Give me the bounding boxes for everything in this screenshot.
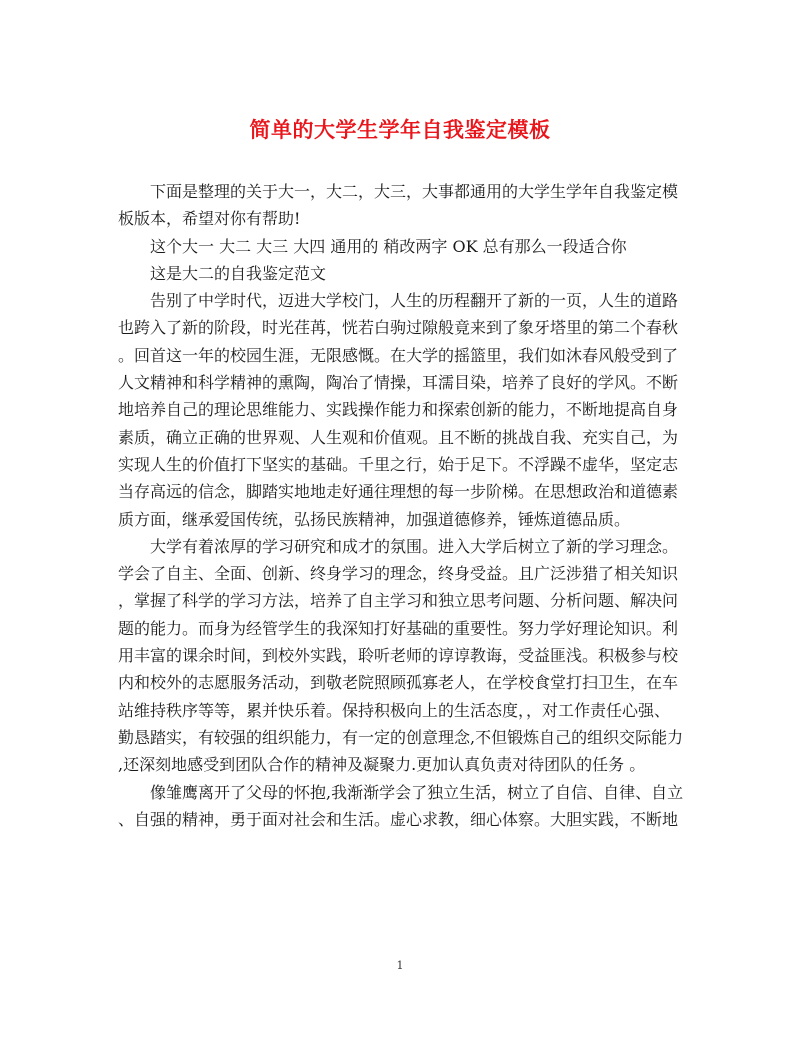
page-number: 1 xyxy=(396,959,404,972)
paragraph-line: 题的能力。而身为经管学生的我深知打好基础的重要性。努力学好理论知识。利 xyxy=(118,618,679,638)
paragraph-line: 这是大二的自我鉴定范文 xyxy=(150,263,327,283)
paragraph-line: 、自强的精神，勇于面对社会和生活。虚心求教，细心体察。大胆实践，不断地 xyxy=(118,809,679,829)
paragraph-line: 板版本，希望对你有帮助! xyxy=(118,209,301,229)
paragraph-line: ,还深刻地感受到团队合作的精神及凝聚力.更加认真负责对待团队的任务 。 xyxy=(118,755,646,775)
paragraph-line: 人文精神和科学精神的熏陶，陶冶了情操，耳濡目染，培养了良好的学风。不断 xyxy=(118,373,679,393)
paragraph-line: 这个大一 大二 大三 大四 通用的 稍改两字 OK 总有那么一段适合你 xyxy=(150,236,627,256)
paragraph-line: 质方面，继承爱国传统，弘扬民族精神，加强道德修养，锤炼道德品质。 xyxy=(118,509,631,529)
paragraph-line: ，掌握了科学的学习方法，培养了自主学习和独立思考问题、分析问题、解决问 xyxy=(118,591,679,611)
paragraph-line: 地培养自己的理论思维能力、实践操作能力和探索创新的能力，不断地提高自身 xyxy=(118,400,679,420)
paragraph-line: 告别了中学时代，迈进大学校门，人生的历程翻开了新的一页，人生的道路 xyxy=(150,291,679,311)
paragraph-line: 素质，确立正确的世界观、人生观和价值观。且不断的挑战自我、充实自己，为 xyxy=(118,427,679,447)
document-title: 简单的大学生学年自我鉴定模板 xyxy=(249,117,551,142)
paragraph-line: 用丰富的课余时间，到校外实践，聆听老师的谆谆教诲，受益匪浅。积极参与校 xyxy=(118,646,679,666)
document-body xyxy=(118,178,688,833)
paragraph-line: 站维持秩序等等，累并快乐着。保持积极向上的生活态度，，对工作责任心强、 xyxy=(118,700,671,720)
paragraph-line: 下面是整理的关于大一，大二，大三，大事都通用的大学生学年自我鉴定模 xyxy=(150,182,679,201)
paragraph-line: 内和校外的志愿服务活动，到敬老院照顾孤寡老人，在学校食堂打扫卫生，在车 xyxy=(118,673,679,693)
paragraph-line: 大学有着浓厚的学习研究和成才的氛围。进入大学后树立了新的学习理念。 xyxy=(150,536,679,556)
paragraph-line: 学会了自主、全面、创新、终身学习的理念，终身受益。且广泛涉猎了相关知识 xyxy=(118,564,679,584)
paragraph-line: 当存高远的信念，脚踏实地地走好通往理想的每一步阶梯。在思想政治和道德素 xyxy=(118,482,679,502)
paragraph-line: 像雏鹰离开了父母的怀抱,我渐渐学会了独立生活，树立了自信、自律、自立 xyxy=(150,782,684,802)
paragraph-line: 。回首这一年的校园生涯，无限感慨。在大学的摇篮里，我们如沐春风般受到了 xyxy=(118,345,679,365)
paragraph-line: 勤恳踏实，有较强的组织能力，有一定的创意理念,不但锻炼自己的组织交际能力 xyxy=(118,727,684,747)
paragraph-line: 实现人生的价值打下坚实的基础。千里之行，始于足下。不浮躁不虚华，坚定志 xyxy=(118,454,679,474)
paragraph-line: 也跨入了新的阶段，时光荏苒，恍若白驹过隙般竟来到了象牙塔里的第二个春秋 xyxy=(118,318,679,338)
